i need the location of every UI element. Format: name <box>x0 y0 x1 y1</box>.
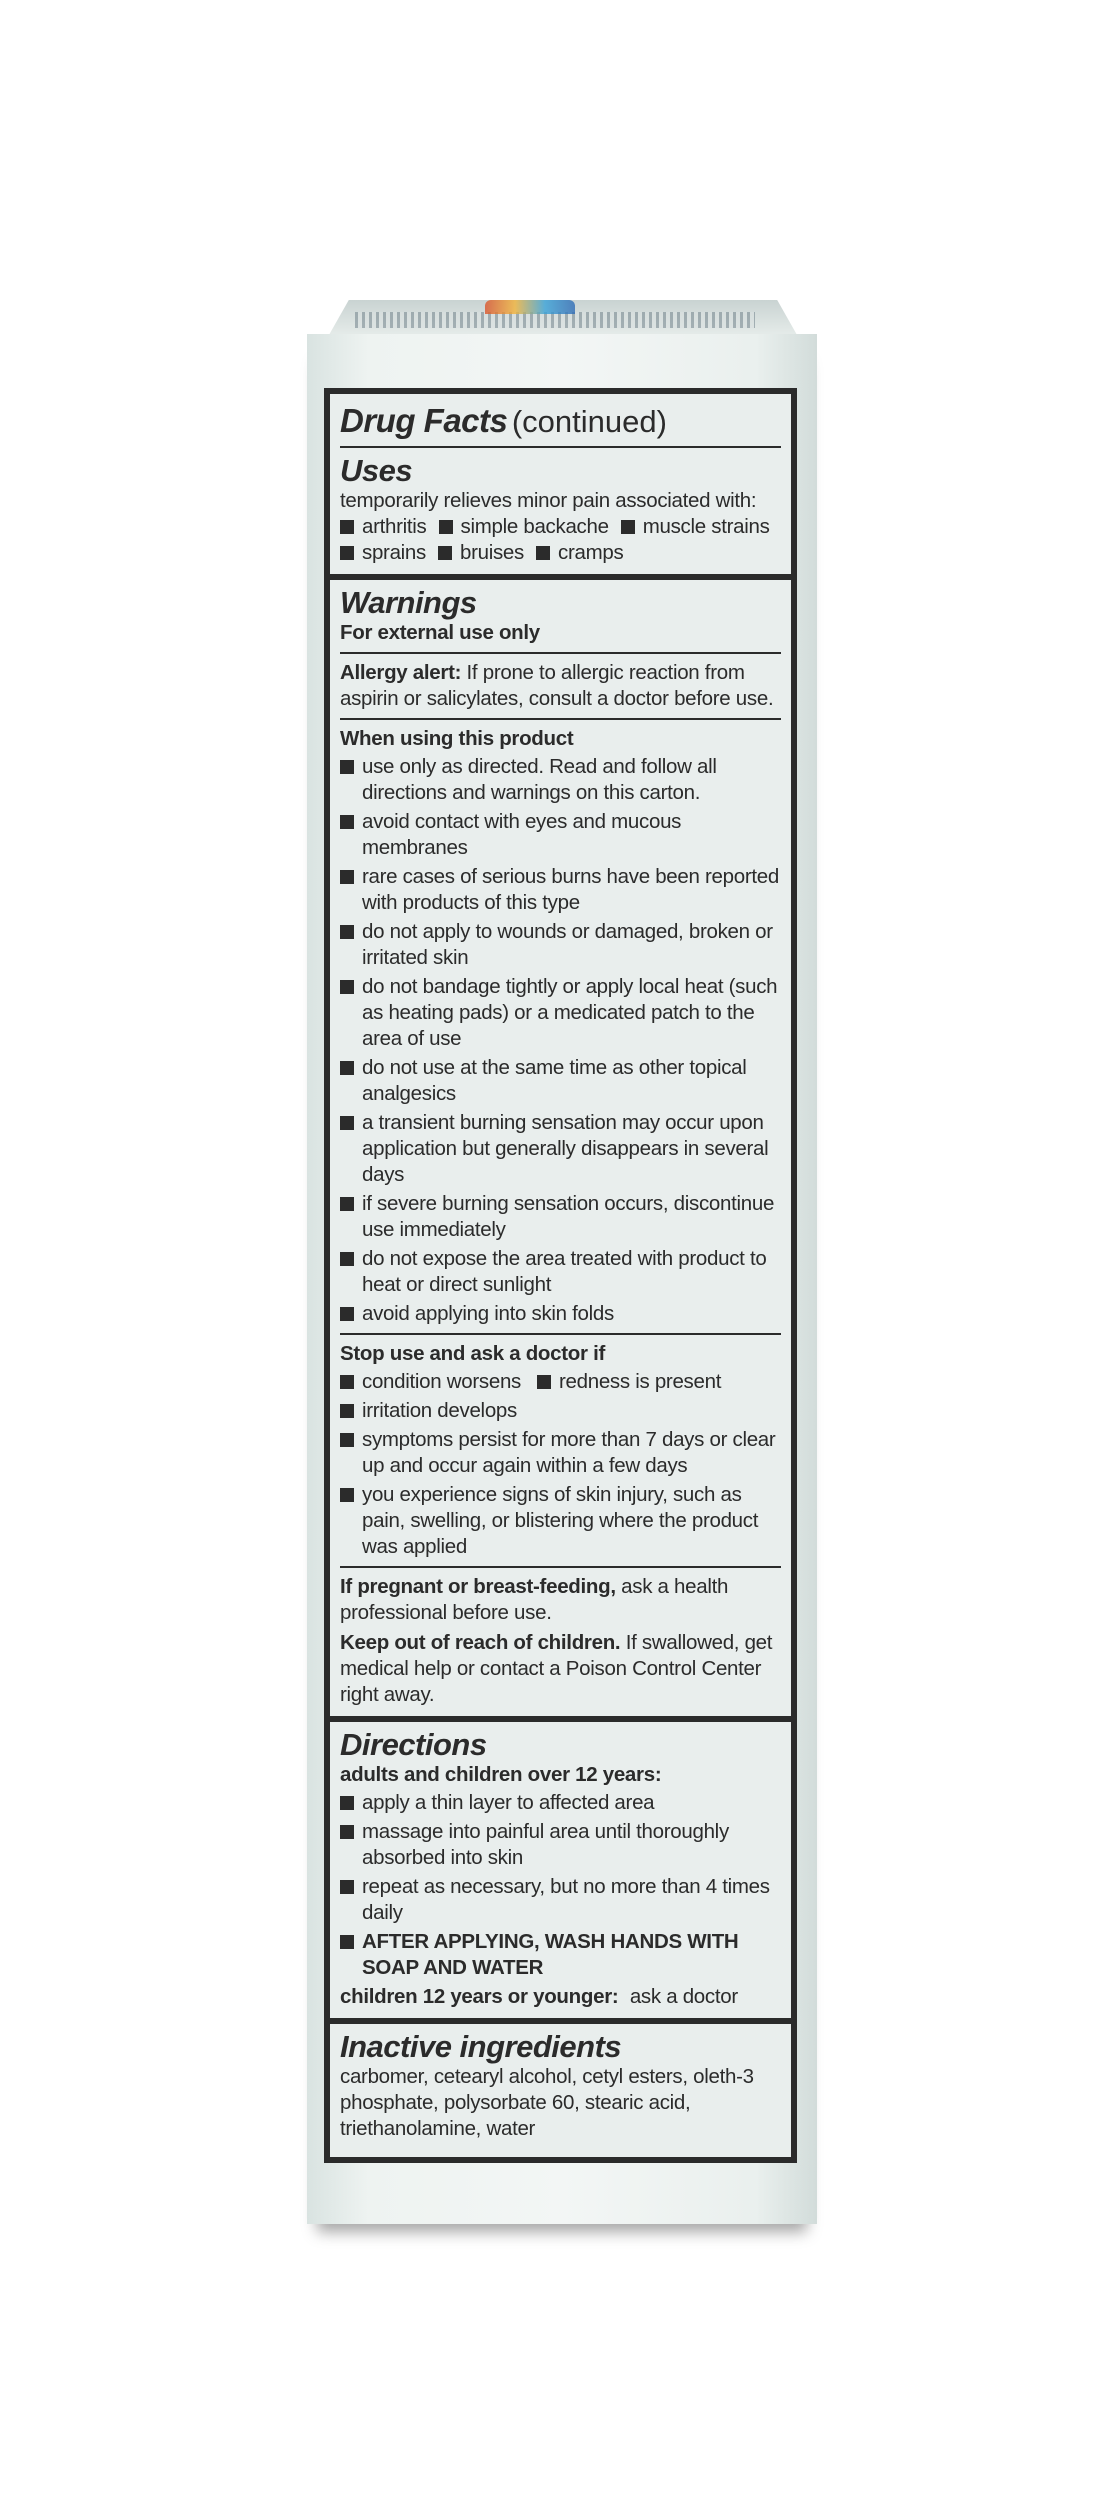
list-item: rare cases of serious burns have been reported with products of this type <box>340 864 781 916</box>
title-suffix: (continued) <box>511 404 667 439</box>
external-use-note: For external use only <box>340 621 540 644</box>
use-item: cramps <box>536 541 623 564</box>
bullet-icon <box>340 870 354 884</box>
bullet-icon <box>340 760 354 774</box>
carton-top-logo <box>485 300 575 314</box>
use-item: simple backache <box>439 515 609 538</box>
warnings-heading: Warnings <box>340 585 477 620</box>
adults-directions-label: adults and children over 12 years: <box>340 1763 662 1786</box>
list-item: condition worsens <box>340 1369 521 1395</box>
use-item: muscle strains <box>621 515 770 538</box>
allergy-alert <box>340 660 781 712</box>
inactive-ingredients-heading: Inactive ingredients <box>340 2029 622 2064</box>
pregnancy-label: If pregnant or breast-feeding, <box>340 1575 616 1598</box>
list-item: do not expose the area treated with product to heat or direct sunlight <box>340 1246 781 1298</box>
allergy-text: If prone to allergic reaction from aspirin or salicylates, consult a doctor before use. <box>340 661 774 710</box>
list-item: use only as directed. Read and follow all directions and warnings on this carton. <box>340 754 781 806</box>
pregnancy-warning <box>340 1574 781 1626</box>
list-item: you experience signs of skin injury, such as pain, swelling, or blistering where the product was applied <box>340 1482 781 1560</box>
list-item: irritation develops <box>340 1398 781 1424</box>
children-directions <box>340 1984 781 2010</box>
when-using-heading: When using this product <box>340 727 574 750</box>
children-text: If swallowed, get medical help or contact a Poison Control Center right away. <box>340 1631 773 1706</box>
pregnancy-text: ask a health professional before use. <box>340 1575 729 1624</box>
bullet-icon <box>340 1307 354 1321</box>
bullet-icon <box>340 1197 354 1211</box>
bullet-icon <box>439 520 453 534</box>
list-item: massage into painful area until thoroughly absorbed into skin <box>340 1819 781 1871</box>
bullet-icon <box>340 1796 354 1810</box>
list-item: a transient burning sensation may occur upon application but generally disappears in several days <box>340 1110 781 1188</box>
uses-intro: temporarily relieves minor pain associated with: <box>340 489 757 512</box>
list-item: do not bandage tightly or apply local heat (such as heating pads) or a medicated patch to the area of use <box>340 974 781 1052</box>
bullet-icon <box>340 546 354 560</box>
use-item: sprains <box>340 541 426 564</box>
list-item: if severe burning sensation occurs, discontinue use immediately <box>340 1191 781 1243</box>
bullet-icon <box>340 1825 354 1839</box>
stop-use-heading: Stop use and ask a doctor if <box>340 1342 605 1365</box>
title-text: Drug Facts <box>340 402 508 439</box>
bullet-icon <box>340 1488 354 1502</box>
bullet-icon <box>621 520 635 534</box>
children-warning <box>340 1630 781 1708</box>
bullet-icon <box>340 1375 354 1389</box>
divider <box>340 446 781 448</box>
inactive-ingredients-text: carbomer, cetearyl alcohol, cetyl esters, oleth-3 phosphate, polysorbate 60, stearic acid, triethanolamine, water <box>340 2065 754 2140</box>
when-using-list <box>340 754 781 1327</box>
bullet-icon <box>340 1116 354 1130</box>
bullet-icon <box>340 980 354 994</box>
children-directions-text: ask a doctor <box>629 1985 738 2008</box>
uses-row-1 <box>340 514 781 540</box>
use-item: arthritis <box>340 515 427 538</box>
children-label: Keep out of reach of children. <box>340 1631 621 1654</box>
bullet-icon <box>340 1061 354 1075</box>
bullet-icon <box>340 520 354 534</box>
list-item: apply a thin layer to affected area <box>340 1790 781 1816</box>
use-item: bruises <box>438 541 524 564</box>
bullet-icon <box>340 815 354 829</box>
drug-facts-panel <box>324 388 797 2163</box>
inactive-ingredients-section <box>330 2024 791 2150</box>
bullet-icon <box>536 546 550 560</box>
divider <box>340 1566 781 1568</box>
allergy-label: Allergy alert: <box>340 661 462 684</box>
directions-section <box>330 1722 791 2024</box>
list-item: avoid contact with eyes and mucous membranes <box>340 809 781 861</box>
uses-section <box>330 394 791 580</box>
bullet-icon <box>340 1433 354 1447</box>
bullet-icon <box>340 925 354 939</box>
drug-facts-title <box>340 402 781 440</box>
list-item: do not apply to wounds or damaged, broken or irritated skin <box>340 919 781 971</box>
children-directions-label: children 12 years or younger: <box>340 1985 619 2008</box>
bullet-icon <box>340 1404 354 1418</box>
uses-heading: Uses <box>340 453 413 488</box>
bullet-icon <box>340 1880 354 1894</box>
divider <box>340 1333 781 1335</box>
list-item: redness is present <box>537 1369 721 1395</box>
list-item: avoid applying into skin folds <box>340 1301 781 1327</box>
list-item: symptoms persist for more than 7 days or clear up and occur again within a few days <box>340 1427 781 1479</box>
uses-row-2 <box>340 540 781 566</box>
carton-top-print <box>355 312 755 328</box>
warnings-section <box>330 580 791 1722</box>
stop-use-row <box>340 1369 781 1395</box>
wash-hands-note: AFTER APPLYING, WASH HANDS WITH SOAP AND WATER <box>340 1929 781 1981</box>
list-item: do not use at the same time as other topical analgesics <box>340 1055 781 1107</box>
list-item: repeat as necessary, but no more than 4 times daily <box>340 1874 781 1926</box>
bullet-icon <box>340 1935 354 1949</box>
bullet-icon <box>438 546 452 560</box>
directions-heading: Directions <box>340 1727 487 1762</box>
divider <box>340 718 781 720</box>
bullet-icon <box>340 1252 354 1266</box>
bullet-icon <box>537 1375 551 1389</box>
divider <box>340 652 781 654</box>
